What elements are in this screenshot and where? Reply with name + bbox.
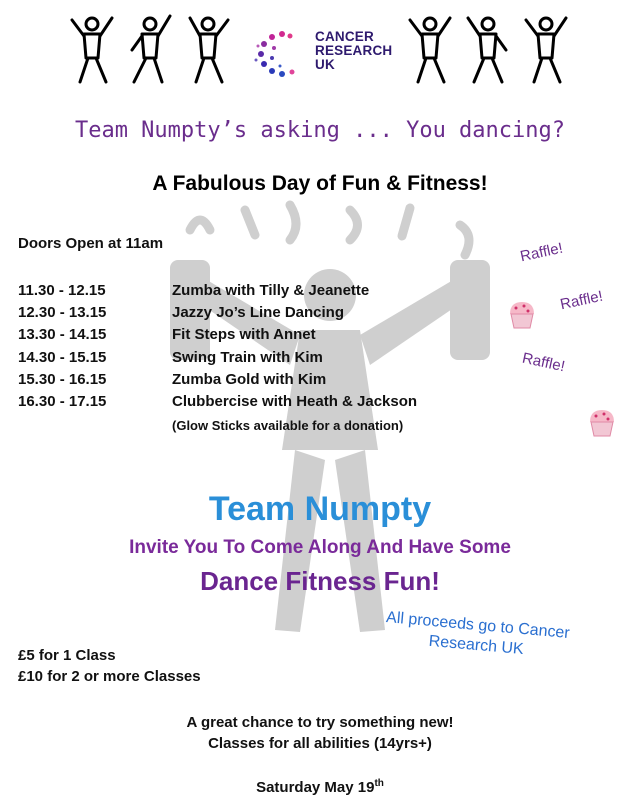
schedule-activity: Fit Steps with Annet bbox=[172, 326, 316, 344]
schedule-row bbox=[18, 324, 417, 346]
logo-text bbox=[315, 30, 392, 72]
subtitle: A Fabulous Day of Fun & Fitness! bbox=[152, 172, 488, 195]
glow-sticks-note: (Glow Sticks available for a donation) bbox=[172, 418, 404, 433]
schedule-activity: Zumba Gold with Kim bbox=[172, 370, 327, 388]
schedule-activity: Zumba with Tilly & Jeanette bbox=[172, 282, 370, 299]
raffle-label: Raffle! bbox=[520, 349, 567, 376]
prices bbox=[18, 645, 201, 687]
schedule-activity: Clubbercise with Heath & Jackson bbox=[172, 392, 418, 410]
chance-block bbox=[0, 712, 640, 754]
cupcake-icon bbox=[584, 404, 620, 445]
tagline: Team Numpty’s asking ... You dancing? bbox=[74, 118, 566, 143]
cupcake-icon bbox=[504, 296, 540, 337]
dancers-right-icon bbox=[400, 10, 580, 90]
chance-line: A great chance to try something new! bbox=[186, 714, 454, 731]
schedule-activity: Jazzy Jo’s Line Dancing bbox=[172, 304, 344, 322]
price-line: £10 for 2 or more Classes bbox=[18, 668, 201, 685]
schedule-row bbox=[18, 391, 417, 413]
schedule-time: 11.30 - 12.15 bbox=[18, 282, 106, 299]
dancers-left-icon bbox=[62, 10, 242, 90]
fun-line: Dance Fitness Fun! bbox=[200, 566, 440, 596]
schedule-time: 15.30 - 16.15 bbox=[18, 370, 107, 388]
event-date bbox=[0, 778, 640, 796]
event-date-suffix: th bbox=[374, 778, 384, 789]
schedule-time: 13.30 - 14.15 bbox=[18, 326, 107, 344]
schedule-row bbox=[18, 369, 417, 391]
schedule-list bbox=[18, 280, 417, 413]
schedule-row bbox=[18, 302, 417, 324]
raffle-label: Raffle! bbox=[558, 287, 605, 314]
event-date-main: Saturday May 19 bbox=[256, 779, 375, 796]
logo-line-2: RESEARCH bbox=[315, 43, 393, 58]
raffle-label: Raffle! bbox=[518, 239, 565, 266]
schedule-time: 16.30 - 17.15 bbox=[18, 392, 107, 410]
schedule-row bbox=[18, 280, 417, 302]
schedule-activity: Swing Train with Kim bbox=[172, 348, 323, 366]
schedule-time: 14.30 - 15.15 bbox=[18, 348, 107, 366]
team-name: Team Numpty bbox=[208, 490, 432, 528]
invite-line: Invite You To Come Along And Have Some bbox=[129, 537, 511, 558]
logo-line-1: CANCER bbox=[315, 29, 374, 44]
logo-line-3: UK bbox=[315, 57, 335, 72]
price-line: £5 for 1 Class bbox=[18, 647, 116, 664]
abilities-line: Classes for all abilities (14yrs+) bbox=[208, 735, 432, 752]
proceeds-note: All proceeds go to Cancer Research UK bbox=[385, 609, 571, 659]
doors-open: Doors Open at 11am bbox=[18, 235, 164, 252]
schedule-row bbox=[18, 347, 417, 369]
schedule-time: 12.30 - 13.15 bbox=[18, 304, 107, 322]
